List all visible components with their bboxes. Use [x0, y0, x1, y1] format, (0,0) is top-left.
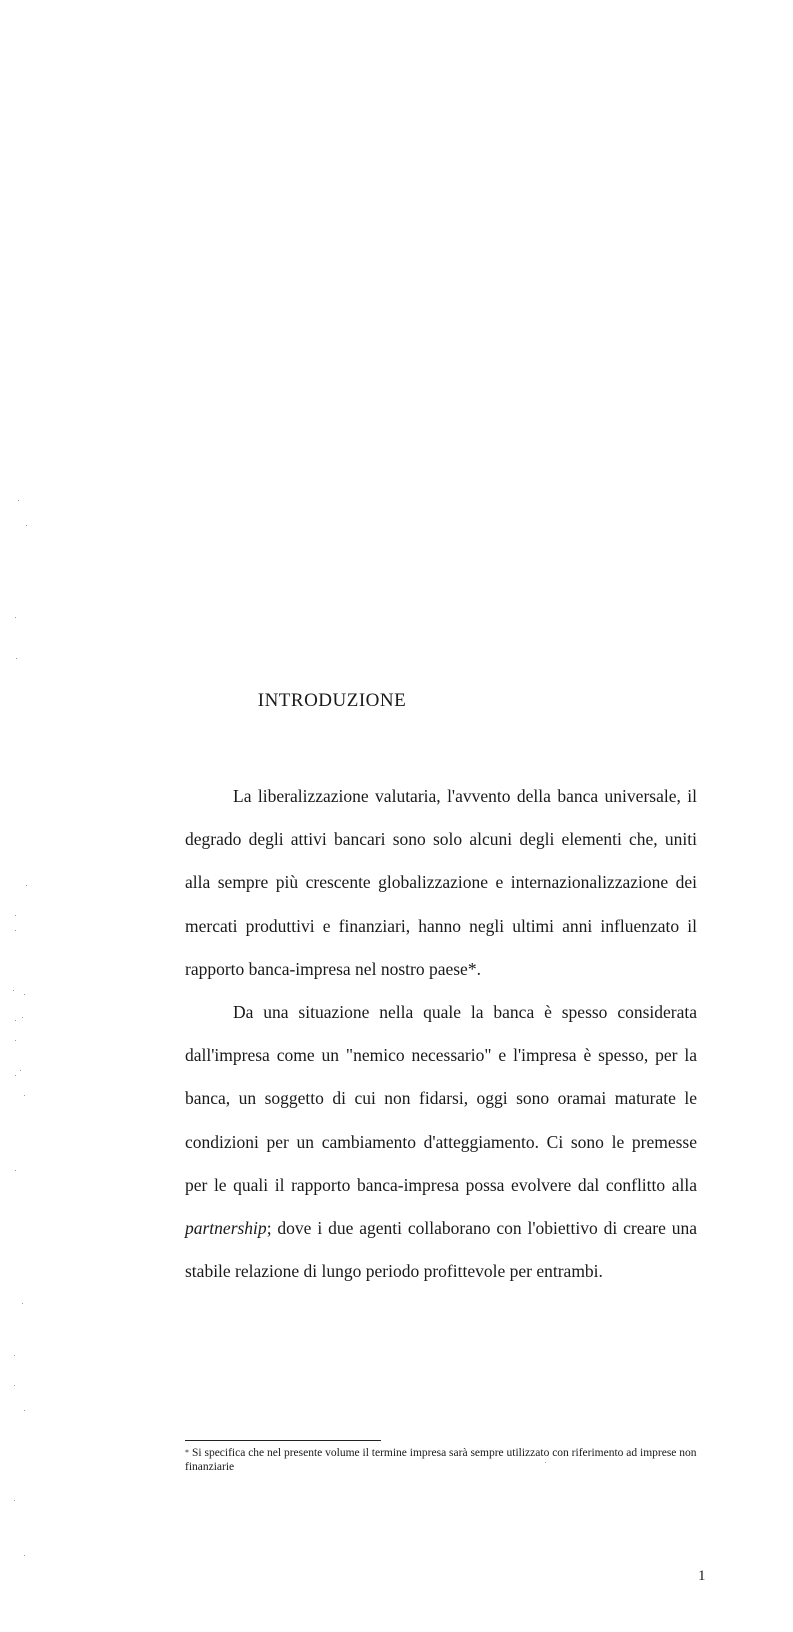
scan-speck — [26, 525, 27, 526]
paragraph-2 — [185, 991, 697, 1293]
body-text — [185, 775, 697, 1293]
scan-speck — [15, 1170, 16, 1171]
scan-speck — [24, 1555, 25, 1556]
scan-speck — [15, 1020, 16, 1021]
scan-speck — [15, 930, 16, 931]
scan-speck — [22, 1303, 23, 1304]
paragraph-2-text-before: Da una situazione nella quale la banca è spesso considerata dall'impresa come un "nemico necessario" e l'impresa è spesso, per la banca, un soggetto di cui non fidarsi, oggi sono oramai maturate le condizioni per un cambiamento d'atteggiamento. Ci sono le premesse per le quali il rapporto banca-impresa possa evolvere dal conflitto alla — [185, 1002, 697, 1195]
scan-speck — [24, 1410, 25, 1411]
scan-speck — [15, 1040, 16, 1041]
scan-speck — [22, 1017, 23, 1018]
footnote — [185, 1446, 710, 1474]
page-title: INTRODUZIONE — [257, 690, 407, 711]
footnote-reference: * — [467, 958, 477, 979]
scan-speck — [15, 1075, 16, 1076]
paragraph-1-text: La liberalizzazione valutaria, l'avvento della banca universale, il degrado degli attivi bancari sono solo alcuni degli elementi che, uniti alla sempre più crescente globalizzazione e internazionalizzazione dei mercati produttivi e finanziari, hanno negli ultimi anni influenzato il rapporto banca-impresa nel nostro paese — [185, 786, 697, 979]
page-number: 1 — [698, 1568, 706, 1584]
scan-speck — [14, 1500, 15, 1501]
footnote-marker: * — [185, 1448, 189, 1457]
scan-speck — [15, 915, 16, 916]
scan-speck — [13, 990, 14, 991]
footnote-separator — [185, 1440, 381, 1441]
scan-speck — [15, 617, 16, 618]
scan-speck — [24, 994, 25, 995]
paragraph-2-text-after: ; dove i due agenti collaborano con l'obiettivo di creare una stabile relazione di lungo periodo profittevole per entrambi. — [185, 1218, 697, 1282]
scan-speck — [16, 658, 17, 659]
paragraph-2-italic-term: partnership — [185, 1218, 267, 1239]
paragraph-1-end: . — [476, 958, 481, 979]
scan-speck — [20, 1070, 21, 1071]
scan-speck — [18, 500, 19, 501]
scan-speck — [545, 1462, 546, 1463]
scan-speck — [24, 1095, 25, 1096]
scan-speck — [14, 1355, 15, 1356]
scan-speck — [26, 885, 27, 886]
footnote-text: Si specifica che nel presente volume il termine impresa sarà sempre utilizzato con riferimento ad imprese non finanziarie — [185, 1447, 697, 1473]
scan-speck — [14, 1385, 15, 1386]
paragraph-1 — [185, 775, 697, 991]
